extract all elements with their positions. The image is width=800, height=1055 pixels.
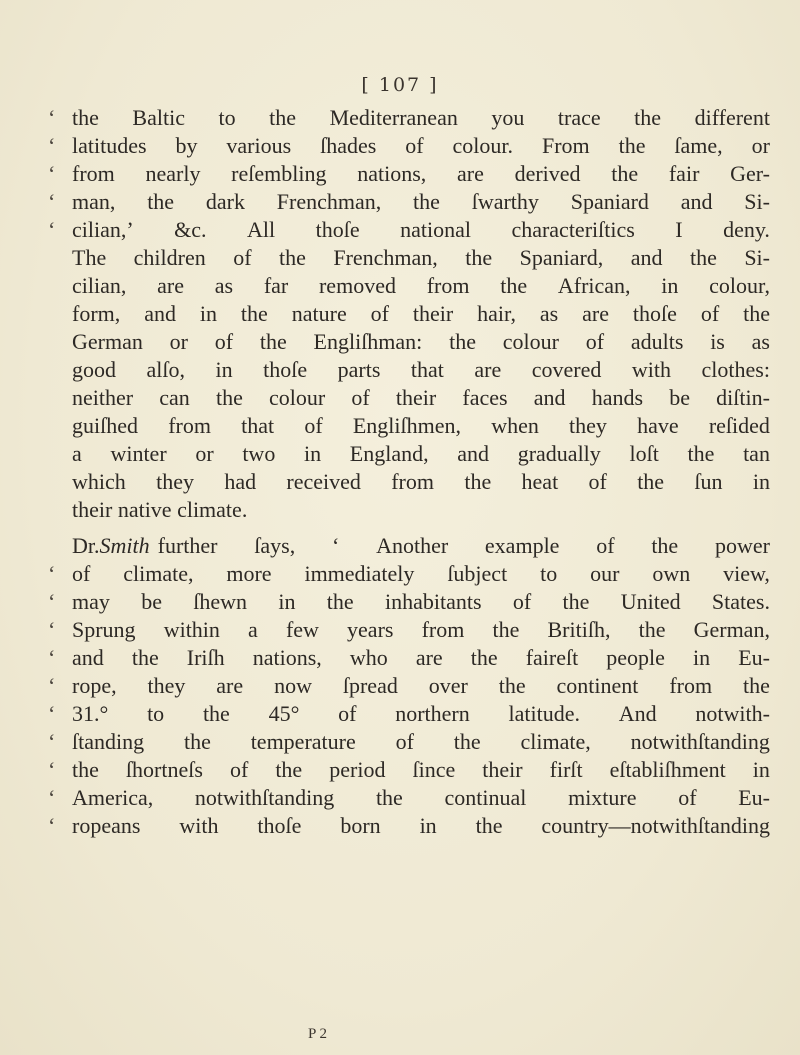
line-text: cilian,’ &c. All thoſe national characteriſtics I deny.: [72, 217, 770, 242]
text-line: [48, 672, 770, 700]
signature-mark: P 2: [308, 1026, 328, 1042]
text-line: [48, 160, 770, 188]
quote-mark: [48, 468, 72, 496]
quote-mark: ‘: [48, 561, 56, 586]
quote-mark: ‘: [48, 757, 56, 782]
line-text: and the Iriſh nations, who are the faireſt people in Eu-: [72, 645, 770, 670]
line-text: which they had received from the heat of the ſun in: [72, 469, 770, 494]
text-line: [48, 188, 770, 216]
paragraph-1: [48, 104, 770, 524]
text-line: [48, 812, 770, 840]
quote-mark: ‘: [48, 189, 56, 214]
text-line: [48, 328, 770, 356]
line-text: from nearly reſembling nations, are derived the fair Ger-: [72, 161, 770, 186]
line-text: the ſhortneſs of the period ſince their firſt eſtabliſhment in: [72, 757, 770, 782]
line-text: man, the dark Frenchman, the ſwarthy Spaniard and Si-: [72, 189, 770, 214]
line-text: cilian, are as far removed from the African, in colour,: [72, 273, 770, 298]
line-text: may be ſhewn in the inhabitants of the United States.: [72, 589, 770, 614]
line-text: form, and in the nature of their hair, as are thoſe of the: [72, 301, 770, 326]
line-text: of climate, more immediately ſubject to our own view,: [72, 561, 770, 586]
page-number-header: [ 107 ]: [361, 74, 439, 96]
line-text: neither can the colour of their faces and hands be diſtin-: [72, 385, 770, 410]
line-rest: further ſays, ‘ Another example of the power: [157, 533, 770, 558]
text-line: [48, 616, 770, 644]
line-text: ſtanding the temperature of the climate, notwithſtanding: [72, 729, 770, 754]
quote-mark: ‘: [48, 589, 56, 614]
quote-mark: ‘: [48, 105, 56, 130]
quote-mark: ‘: [48, 701, 56, 726]
text-line: [48, 244, 770, 272]
quote-mark: [48, 300, 72, 328]
paragraph-2: [48, 532, 770, 840]
line-text: good alſo, in thoſe parts that are covered with clothes:: [72, 357, 770, 382]
text-line: [48, 532, 770, 560]
text-line: [48, 272, 770, 300]
line-text: ropeans with thoſe born in the country—notwithſtanding: [72, 813, 770, 838]
quote-mark: [48, 328, 72, 356]
text-line: [48, 700, 770, 728]
quote-mark: ‘: [48, 217, 56, 242]
quote-mark: ‘: [48, 729, 56, 754]
line-text: latitudes by various ſhades of colour. From the ſame, or: [72, 133, 770, 158]
line-text: the Baltic to the Mediterranean you trace the different: [72, 105, 770, 130]
quote-mark: [48, 440, 72, 468]
line-text: guiſhed from that of Engliſhmen, when they have reſided: [72, 413, 770, 438]
quote-mark: [48, 412, 72, 440]
quote-mark: [48, 496, 72, 524]
text-line: [48, 756, 770, 784]
line-text: rope, they are now ſpread over the continent from the: [72, 673, 770, 698]
text-line: [48, 560, 770, 588]
line-text: their native climate.: [72, 497, 248, 522]
line-body: [72, 532, 770, 560]
text-line: [48, 356, 770, 384]
quote-mark: ‘: [48, 813, 56, 838]
line-text: Sprung within a few years from the Britiſh, the German,: [72, 617, 770, 642]
text-line: [48, 784, 770, 812]
line-text: a winter or two in England, and gradually loſt the tan: [72, 441, 770, 466]
quote-mark: [48, 272, 72, 300]
text-line: [48, 300, 770, 328]
line-text: German or of the Engliſhman: the colour of adults is as: [72, 329, 770, 354]
quote-mark: [48, 384, 72, 412]
quote-mark: ‘: [48, 161, 56, 186]
text-line: [48, 728, 770, 756]
quote-mark: ‘: [48, 645, 56, 670]
text-line: [48, 384, 770, 412]
quote-mark: ‘: [48, 133, 56, 158]
text-line: [48, 132, 770, 160]
text-line: [48, 644, 770, 672]
line-text: The children of the Frenchman, the Spaniard, and the Si-: [72, 245, 770, 270]
quote-mark: ‘: [48, 673, 56, 698]
text-line: [48, 216, 770, 244]
text-line: [48, 412, 770, 440]
text-line: [48, 468, 770, 496]
quote-mark: ‘: [48, 785, 56, 810]
doctor-title: Dr.: [72, 533, 100, 558]
text-line: [48, 104, 770, 132]
line-text: 31.° to the 45° of northern latitude. And notwith-: [72, 701, 770, 726]
text-line: [48, 588, 770, 616]
quote-mark: ‘: [48, 617, 56, 642]
text-line: [48, 440, 770, 468]
text-line: [48, 496, 770, 524]
author-name: Smith: [99, 533, 150, 558]
line-text: America, notwithſtanding the continual mixture of Eu-: [72, 785, 770, 810]
quote-mark: [48, 356, 72, 384]
quote-mark: [48, 244, 72, 272]
